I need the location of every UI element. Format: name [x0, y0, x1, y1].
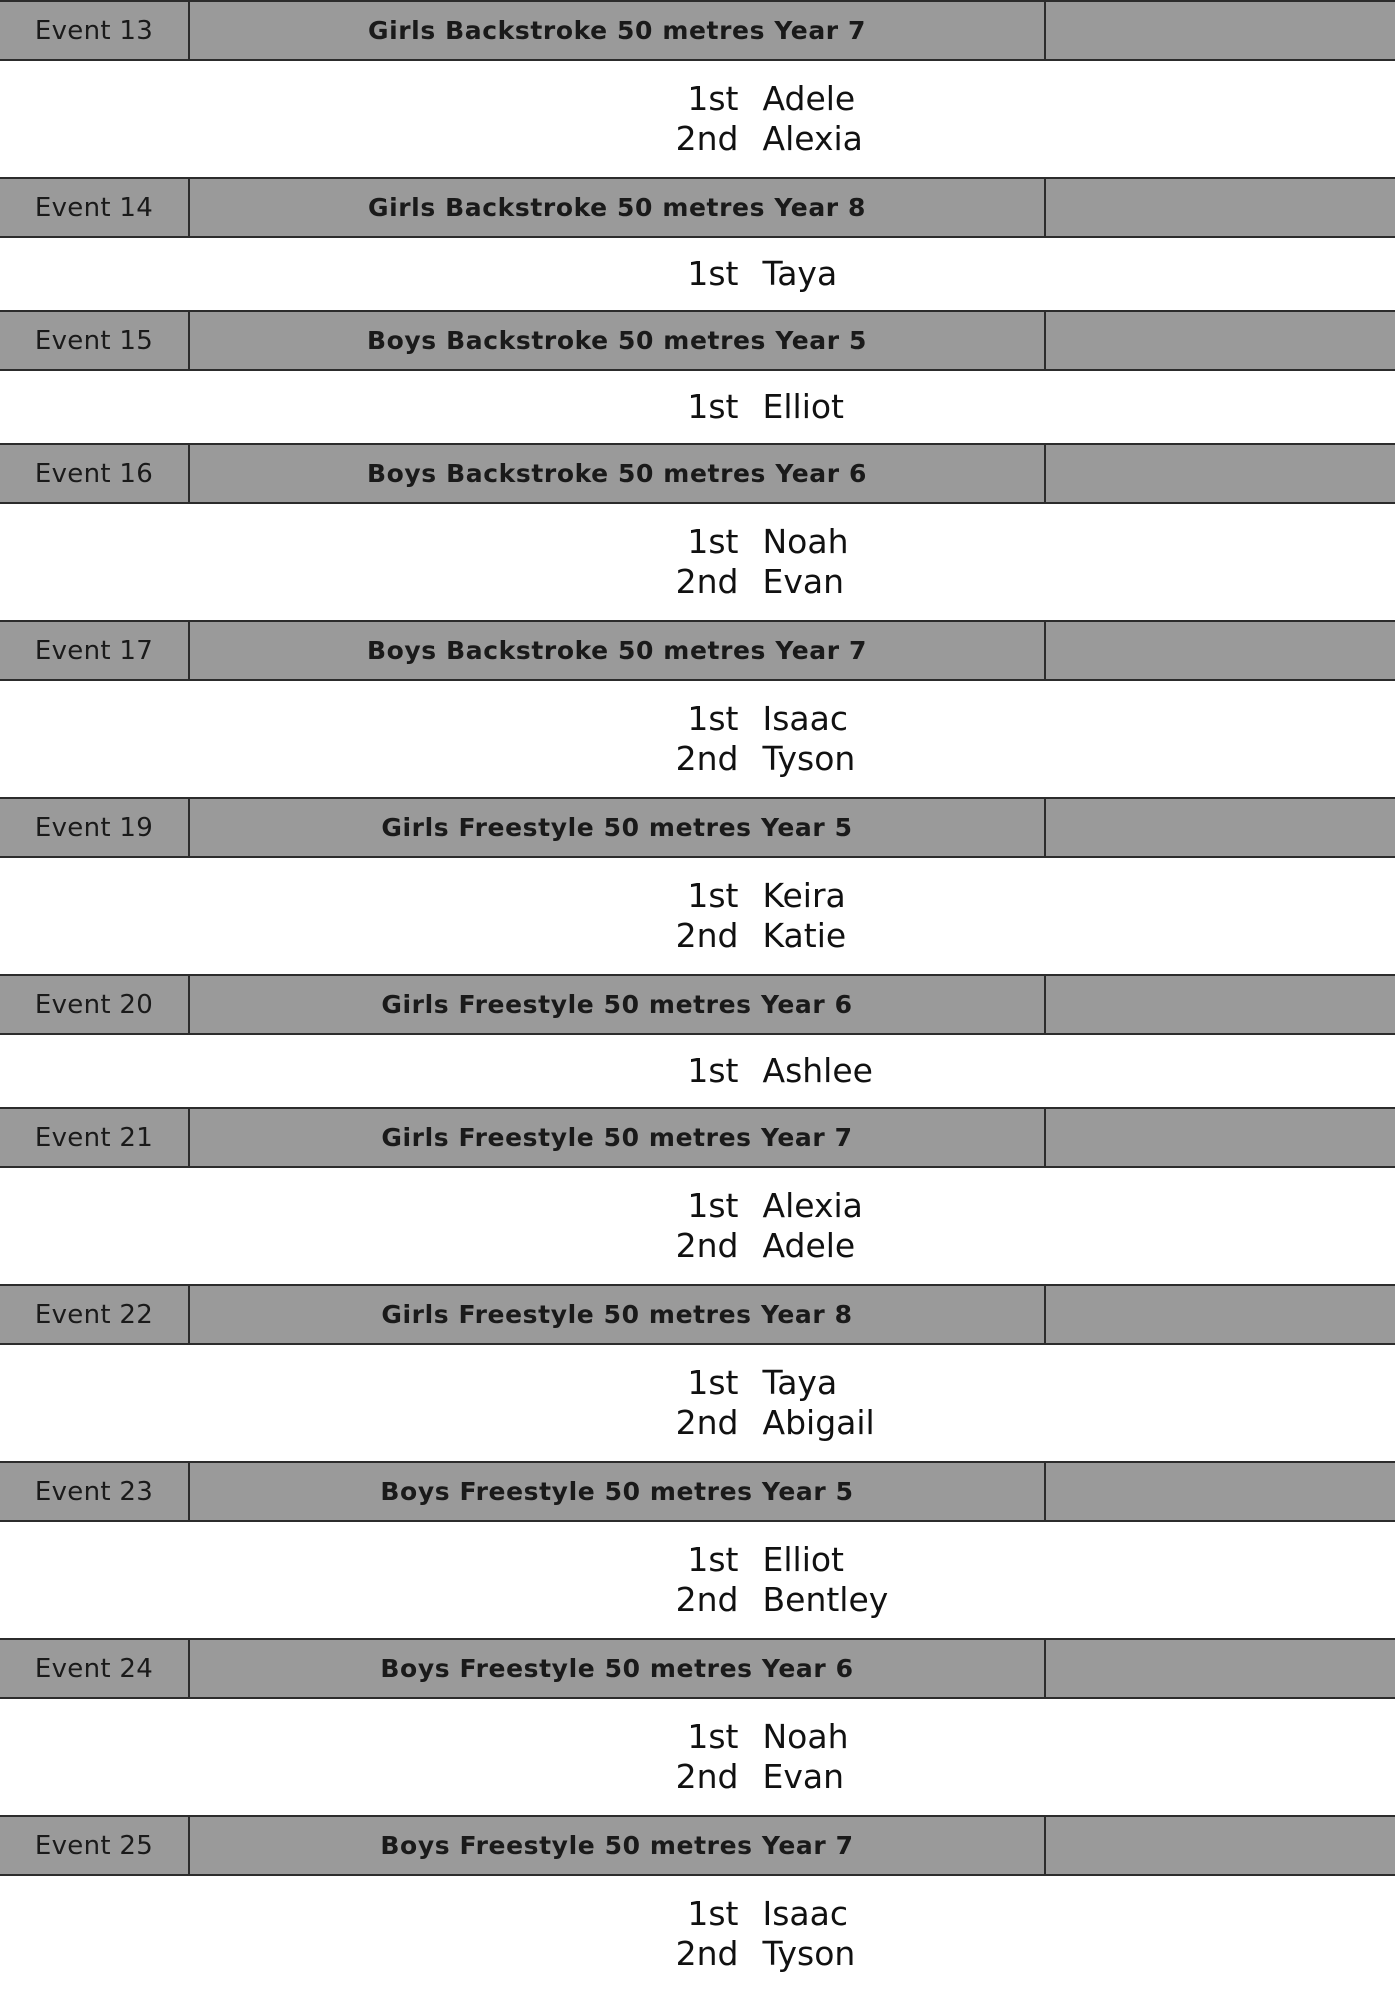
event-title: Boys Backstroke 50 metres Year 5: [190, 312, 1046, 369]
result-place: 1st: [687, 79, 739, 118]
event-results: [0, 1876, 1395, 1992]
result-line: [653, 1051, 893, 1091]
event-block: [0, 310, 1395, 443]
event-number: Event 16: [0, 445, 190, 502]
event-title: Girls Freestyle 50 metres Year 8: [190, 1286, 1046, 1343]
event-title: Girls Backstroke 50 metres Year 8: [190, 179, 1046, 236]
result-line: [653, 1540, 893, 1580]
result-name: Evan: [762, 562, 845, 601]
event-blank-cell: [1046, 799, 1395, 856]
result-place: 2nd: [675, 739, 739, 778]
result-place: 1st: [687, 1894, 739, 1933]
event-block: [0, 443, 1395, 620]
result-place: 1st: [687, 522, 739, 561]
result-name: Tyson: [762, 1934, 856, 1973]
event-title: Girls Freestyle 50 metres Year 6: [190, 976, 1046, 1033]
result-line: [653, 522, 893, 562]
result-name: Evan: [762, 1757, 845, 1796]
event-results: [0, 1168, 1395, 1284]
result-place: 1st: [687, 1363, 739, 1402]
event-blank-cell: [1046, 2, 1395, 59]
result-line: [653, 1580, 893, 1620]
result-name: Tyson: [762, 739, 856, 778]
event-block: [0, 1461, 1395, 1638]
result-line: [653, 916, 893, 956]
event-blank-cell: [1046, 1640, 1395, 1697]
event-header: [0, 1461, 1395, 1522]
event-blank-cell: [1046, 622, 1395, 679]
event-title: Boys Backstroke 50 metres Year 6: [190, 445, 1046, 502]
event-blank-cell: [1046, 179, 1395, 236]
event-title: Boys Freestyle 50 metres Year 6: [190, 1640, 1046, 1697]
result-name: Alexia: [762, 1186, 863, 1225]
result-name: Ashlee: [762, 1051, 873, 1090]
event-results: [0, 1035, 1395, 1107]
result-place: 1st: [687, 1186, 739, 1225]
event-results: [0, 858, 1395, 974]
result-place: 2nd: [675, 1757, 739, 1796]
result-name: Adele: [762, 1226, 856, 1265]
event-results: [0, 681, 1395, 797]
result-name: Taya: [762, 1363, 838, 1402]
result-place: 2nd: [675, 1226, 739, 1265]
result-line: [653, 1757, 893, 1797]
event-results: [0, 238, 1395, 310]
result-name: Elliot: [762, 387, 844, 426]
event-header: [0, 1284, 1395, 1345]
event-header: [0, 177, 1395, 238]
result-line: [653, 1894, 893, 1934]
result-line: [653, 1403, 893, 1443]
result-line: [653, 1226, 893, 1266]
result-line: [653, 1186, 893, 1226]
event-results: [0, 371, 1395, 443]
result-line: [653, 1363, 893, 1403]
result-line: [653, 254, 893, 294]
event-header: [0, 443, 1395, 504]
event-results: [0, 61, 1395, 177]
event-header: [0, 1815, 1395, 1876]
result-name: Taya: [762, 254, 838, 293]
event-header: [0, 0, 1395, 61]
event-block: [0, 1107, 1395, 1284]
event-title: Boys Freestyle 50 metres Year 5: [190, 1463, 1046, 1520]
event-blank-cell: [1046, 312, 1395, 369]
event-results: [0, 1345, 1395, 1461]
result-place: 1st: [687, 1051, 739, 1090]
event-blank-cell: [1046, 1109, 1395, 1166]
result-name: Katie: [762, 916, 847, 955]
event-block: [0, 974, 1395, 1107]
event-block: [0, 1815, 1395, 1992]
result-line: [653, 79, 893, 119]
result-place: 2nd: [675, 1403, 739, 1442]
result-name: Abigail: [762, 1403, 875, 1442]
event-header: [0, 620, 1395, 681]
result-line: [653, 387, 893, 427]
event-title: Boys Freestyle 50 metres Year 7: [190, 1817, 1046, 1874]
event-block: [0, 620, 1395, 797]
result-name: Isaac: [762, 699, 849, 738]
event-header: [0, 310, 1395, 371]
result-name: Adele: [762, 79, 856, 118]
event-title: Girls Freestyle 50 metres Year 5: [190, 799, 1046, 856]
result-place: 2nd: [675, 916, 739, 955]
event-block: [0, 177, 1395, 310]
event-block: [0, 1638, 1395, 1815]
event-blank-cell: [1046, 1817, 1395, 1874]
result-place: 1st: [687, 1540, 739, 1579]
event-number: Event 25: [0, 1817, 190, 1874]
result-place: 1st: [687, 387, 739, 426]
result-name: Noah: [762, 1717, 849, 1756]
event-header: [0, 797, 1395, 858]
event-number: Event 23: [0, 1463, 190, 1520]
event-number: Event 24: [0, 1640, 190, 1697]
event-number: Event 13: [0, 2, 190, 59]
event-number: Event 19: [0, 799, 190, 856]
event-block: [0, 0, 1395, 177]
result-line: [653, 876, 893, 916]
event-number: Event 21: [0, 1109, 190, 1166]
result-place: 1st: [687, 699, 739, 738]
result-name: Keira: [762, 876, 846, 915]
event-results: [0, 1699, 1395, 1815]
result-place: 1st: [687, 1717, 739, 1756]
result-name: Bentley: [762, 1580, 889, 1619]
event-number: Event 20: [0, 976, 190, 1033]
event-header: [0, 1638, 1395, 1699]
event-number: Event 15: [0, 312, 190, 369]
result-name: Elliot: [762, 1540, 844, 1579]
event-blank-cell: [1046, 1463, 1395, 1520]
result-name: Isaac: [762, 1894, 849, 1933]
result-name: Alexia: [762, 119, 863, 158]
event-number: Event 22: [0, 1286, 190, 1343]
result-line: [653, 699, 893, 739]
event-block: [0, 1284, 1395, 1461]
event-results: [0, 504, 1395, 620]
result-line: [653, 1934, 893, 1974]
event-number: Event 14: [0, 179, 190, 236]
result-line: [653, 739, 893, 779]
result-name: Noah: [762, 522, 849, 561]
event-results: [0, 1522, 1395, 1638]
result-place: 2nd: [675, 1580, 739, 1619]
event-blank-cell: [1046, 976, 1395, 1033]
result-place: 1st: [687, 876, 739, 915]
result-line: [653, 1717, 893, 1757]
result-line: [653, 562, 893, 602]
result-place: 1st: [687, 254, 739, 293]
result-line: [653, 119, 893, 159]
event-title: Boys Backstroke 50 metres Year 7: [190, 622, 1046, 679]
event-title: Girls Backstroke 50 metres Year 7: [190, 2, 1046, 59]
event-header: [0, 1107, 1395, 1168]
result-place: 2nd: [675, 562, 739, 601]
result-place: 2nd: [675, 1934, 739, 1973]
event-blank-cell: [1046, 1286, 1395, 1343]
event-title: Girls Freestyle 50 metres Year 7: [190, 1109, 1046, 1166]
result-place: 2nd: [675, 119, 739, 158]
event-number: Event 17: [0, 622, 190, 679]
event-blank-cell: [1046, 445, 1395, 502]
event-header: [0, 974, 1395, 1035]
event-block: [0, 797, 1395, 974]
